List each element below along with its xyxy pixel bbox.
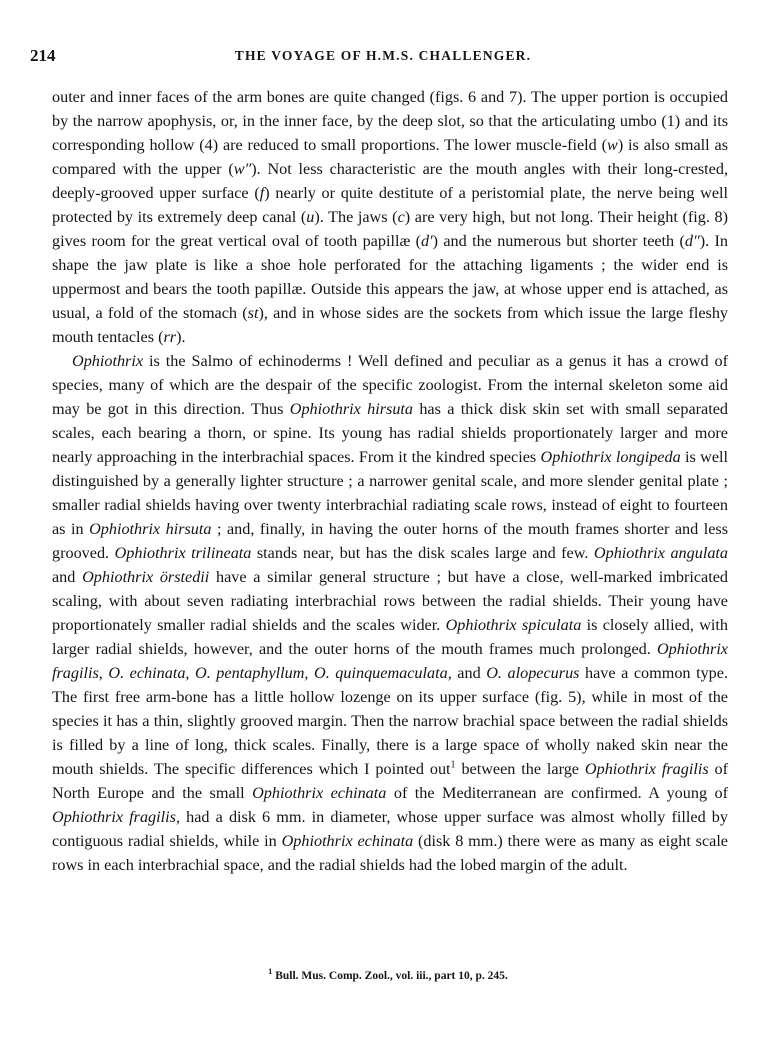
- italic-term: Ophiothrix longipeda: [540, 448, 681, 466]
- italic-term: Ophiothrix hirsuta: [89, 520, 212, 538]
- text-run: ) is also small as compared with the upper (: [52, 136, 728, 178]
- italic-term: Ophiothrix trilineata: [114, 544, 252, 562]
- page-header: [30, 46, 736, 70]
- text-run: had a disk 6 mm. in diameter, whose upper surface was almost wholly filled by contiguous radial shields, while in: [52, 808, 728, 850]
- text-run: is well distinguished by a generally lighter structure ; a narrower genital scale, and more slender genital plate ; smaller radial shields having over twenty interbrachial radiating scale rows, instead of eight to fourteen as in: [52, 448, 728, 538]
- italic-term: Ophiothrix echinata: [281, 832, 414, 850]
- text-run: ; and, finally, in having the outer horns of the mouth frames shorter and less grooved.: [52, 520, 729, 562]
- text-run: stands near, but has the disk scales large and few.: [251, 544, 594, 562]
- text-run: between the large: [455, 760, 585, 778]
- text-run: outer and inner faces of the arm bones are quite changed (figs. 6 and 7). The upper portion is occupied by the narrow apophysis, or, in the inner face, by the deep slot, so that the articulating umbo (1) and its corresponding hollow (4) are reduced to small proportions. The lower muscle-field (: [52, 88, 728, 154]
- text-run: and: [451, 664, 487, 682]
- text-run: ), and in whose sides are the sockets from which issue the large fleshy mouth tentacles (: [52, 304, 729, 346]
- italic-term: Ophiothrix: [72, 352, 144, 370]
- italic-term: rr: [163, 328, 177, 346]
- italic-term: f: [259, 184, 265, 202]
- italic-term: Ophiothrix echinata: [252, 784, 387, 802]
- text-run: of North Europe and the small: [52, 760, 729, 802]
- italic-term: Ophiothrix örstedii: [82, 568, 210, 586]
- footnote-mark: 1: [268, 967, 273, 977]
- italic-term: O. alopecurus: [486, 664, 580, 682]
- text-run: have a similar general structure ; but have a close, well-marked imbricated scaling, with about seven radiating interbrachial rows between the radial shields. Their young have proportionately smaller radial shields and the scales wider.: [52, 568, 728, 634]
- footnote-reference: 1: [450, 759, 456, 771]
- paragraph-ophiothrix: [52, 349, 728, 877]
- text-run: ). In shape the jaw plate is like a shoe hole perforated for the attaching ligaments ; the wider end is uppermost and bears the tooth papillæ. Outside this appears the jaw, at whose upper end is attached, as usual, a fold of the stomach (: [52, 232, 728, 322]
- italic-term: w″: [233, 160, 252, 178]
- italic-term: c: [397, 208, 405, 226]
- text-run: ). Not less characteristic are the mouth angles with their long-crested, deeply-grooved upper surface (: [52, 160, 729, 202]
- running-title: THE VOYAGE OF H.M.S. CHALLENGER.: [234, 48, 532, 63]
- text-run: of the Mediterranean are confirmed. A young of: [386, 784, 728, 802]
- italic-term: Ophiothrix fragilis, O. echinata, O. pentaphyllum, O. quinquemaculata,: [52, 640, 728, 682]
- footnote: [0, 967, 776, 982]
- text-run: is closely allied, with larger radial shields, however, and the outer horns of the mouth frames much prolonged.: [52, 616, 728, 658]
- text-run: ).: [176, 328, 186, 346]
- page-number: 214: [30, 46, 56, 65]
- text-run: and: [52, 568, 83, 586]
- body-text: [52, 85, 728, 877]
- footnote-text: Bull. Mus. Comp. Zool., vol. iii., part 10, p. 245.: [275, 970, 508, 982]
- text-run: ) and the numerous but shorter teeth (: [432, 232, 685, 250]
- text-run: ) are very high, but not long. Their height (fig. 8) gives room for the great vertical oval of tooth papillæ (: [52, 208, 729, 250]
- text-run: is the Salmo of echinoderms ! Well defined and peculiar as a genus it has a crowd of species, many of which are the despair of the specific zoologist. From the internal skeleton some aid may be got in this direction. Thus: [52, 352, 728, 418]
- italic-term: d″: [684, 232, 700, 250]
- italic-term: Ophiothrix angulata: [593, 544, 728, 562]
- italic-term: d′: [420, 232, 433, 250]
- text-run: ) nearly or quite destitute of a peristomial plate, the nerve being well protected by its extremely deep canal (: [52, 184, 729, 226]
- text-run: have a common type. The first free arm-bone has a little hollow lozenge on its upper surface (fig. 5), while in most of the species it has a thin, slightly grooved margin. Then the narrow brachial space between the radial shields is filled by a line of long, thick scales. Finally, there is a large space of wholly naked skin near the mouth shields. The specific differences which I pointed out: [52, 664, 728, 778]
- paragraph-arm-bones: [52, 85, 728, 349]
- italic-term: Ophiothrix fragilis: [584, 760, 709, 778]
- italic-term: Ophiothrix fragilis,: [52, 808, 180, 826]
- italic-term: Ophiothrix spiculata: [445, 616, 582, 634]
- italic-term: u: [306, 208, 315, 226]
- text-run: (disk 8 mm.) there were as many as eight scale rows in each interbrachial space, and the radial shields had the lobed margin of the adult.: [52, 832, 728, 874]
- text-run: ). The jaws (: [314, 208, 398, 226]
- italic-term: Ophiothrix hirsuta: [289, 400, 414, 418]
- italic-term: st: [247, 304, 259, 322]
- italic-term: w: [607, 136, 618, 154]
- text-run: has a thick disk skin set with small separated scales, each bearing a thorn, or spine. Its young has radial shields proportionately larger and more nearly approaching in the interbrachial spaces. From it the kindred species: [52, 400, 728, 466]
